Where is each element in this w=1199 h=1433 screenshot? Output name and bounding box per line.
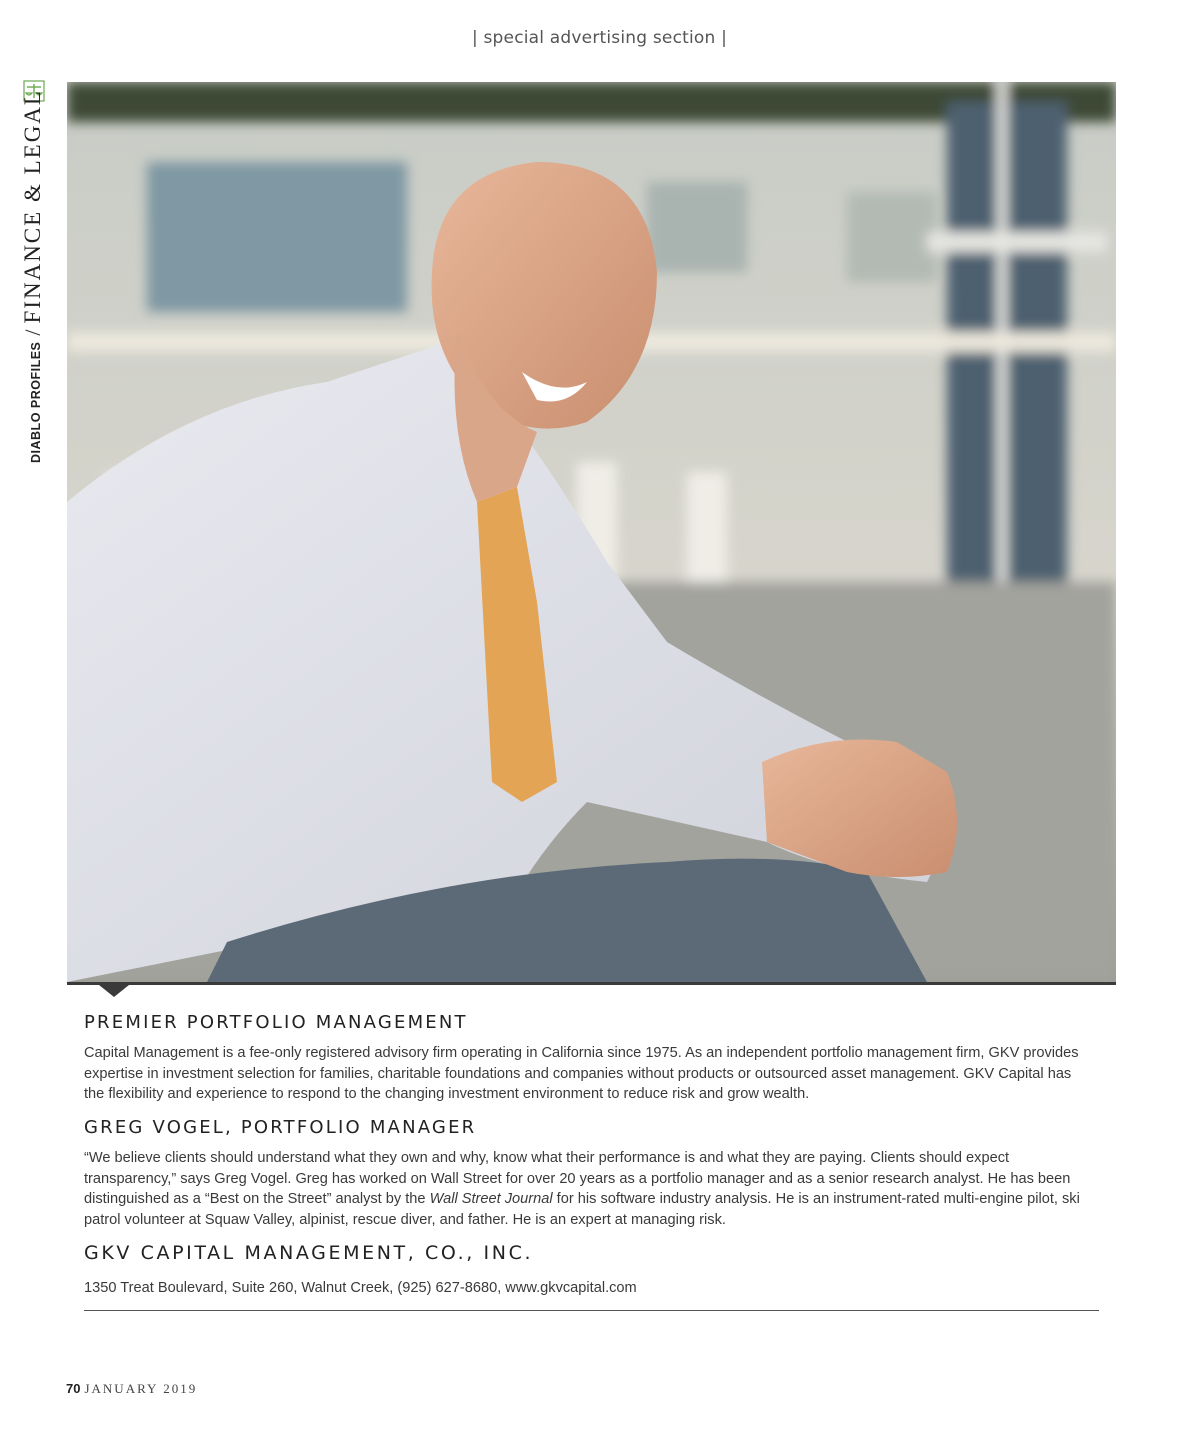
- greg-vogel-heading: GREG VOGEL, PORTFOLIO MANAGER: [84, 1117, 477, 1138]
- sidebar-slash: /: [20, 329, 45, 336]
- caption-pointer: [99, 985, 129, 997]
- bottom-rule: [84, 1310, 1099, 1311]
- greg-vogel-text-part1: “We believe clients should understand what they own and why, know what their performance is and what they are paying. Clients should expect transparency,” says Greg Vogel. Greg has worked on Wall Street for over 20 years as a portfolio manager and as a senior research analyst. He has been distinguished as a “Best on the Street” analyst by the: [84, 1150, 1071, 1207]
- company-name-heading: GKV CAPITAL MANAGEMENT, CO., INC.: [84, 1242, 534, 1264]
- company-contact-line: 1350 Treat Boulevard, Suite 260, Walnut Creek, (925) 627-8680, www.gkvcapital.com: [84, 1280, 637, 1296]
- premier-portfolio-paragraph: Capital Management is a fee-only registered advisory firm operating in California since 1975. As an independent portfolio management firm, GKV provides expertise in investment selection for families, charitable foundations and companies without products or outsourced asset management. GKV Capital has the flexibility and experience to respond to the changing investment environment to reduce risk and grow wealth.: [84, 1045, 1079, 1102]
- issue-date: JANUARY 2019: [84, 1381, 198, 1396]
- special-advertising-tag: | special advertising section |: [471, 28, 728, 48]
- premier-portfolio-heading: PREMIER PORTFOLIO MANAGEMENT: [84, 1012, 468, 1033]
- diablo-profiles-label: DIABLO PROFILES: [29, 341, 43, 463]
- page-folio: [66, 1381, 197, 1397]
- greg-vogel-text-part2: for his software industry analysis. He is an instrument-rated multi-engine pilot, ski patrol volunteer at Squaw Valley, alpinist, rescue diver, and father. He is an expert at managing risk.: [84, 1191, 1080, 1228]
- section-sidebar-label: [20, 89, 46, 463]
- page-number: 70: [66, 1381, 81, 1396]
- photo-bottom-rule: [67, 982, 1116, 985]
- premier-portfolio-text: [84, 1043, 1094, 1105]
- greg-vogel-paragraph: [84, 1148, 1094, 1230]
- finance-legal-title: FINANCE & LEGAL: [20, 89, 45, 324]
- greg-vogel-text: [84, 1148, 1094, 1230]
- company-contact: [84, 1278, 1094, 1299]
- portrait-photo: [67, 82, 1116, 982]
- wsj-title: Wall Street Journal: [429, 1191, 553, 1207]
